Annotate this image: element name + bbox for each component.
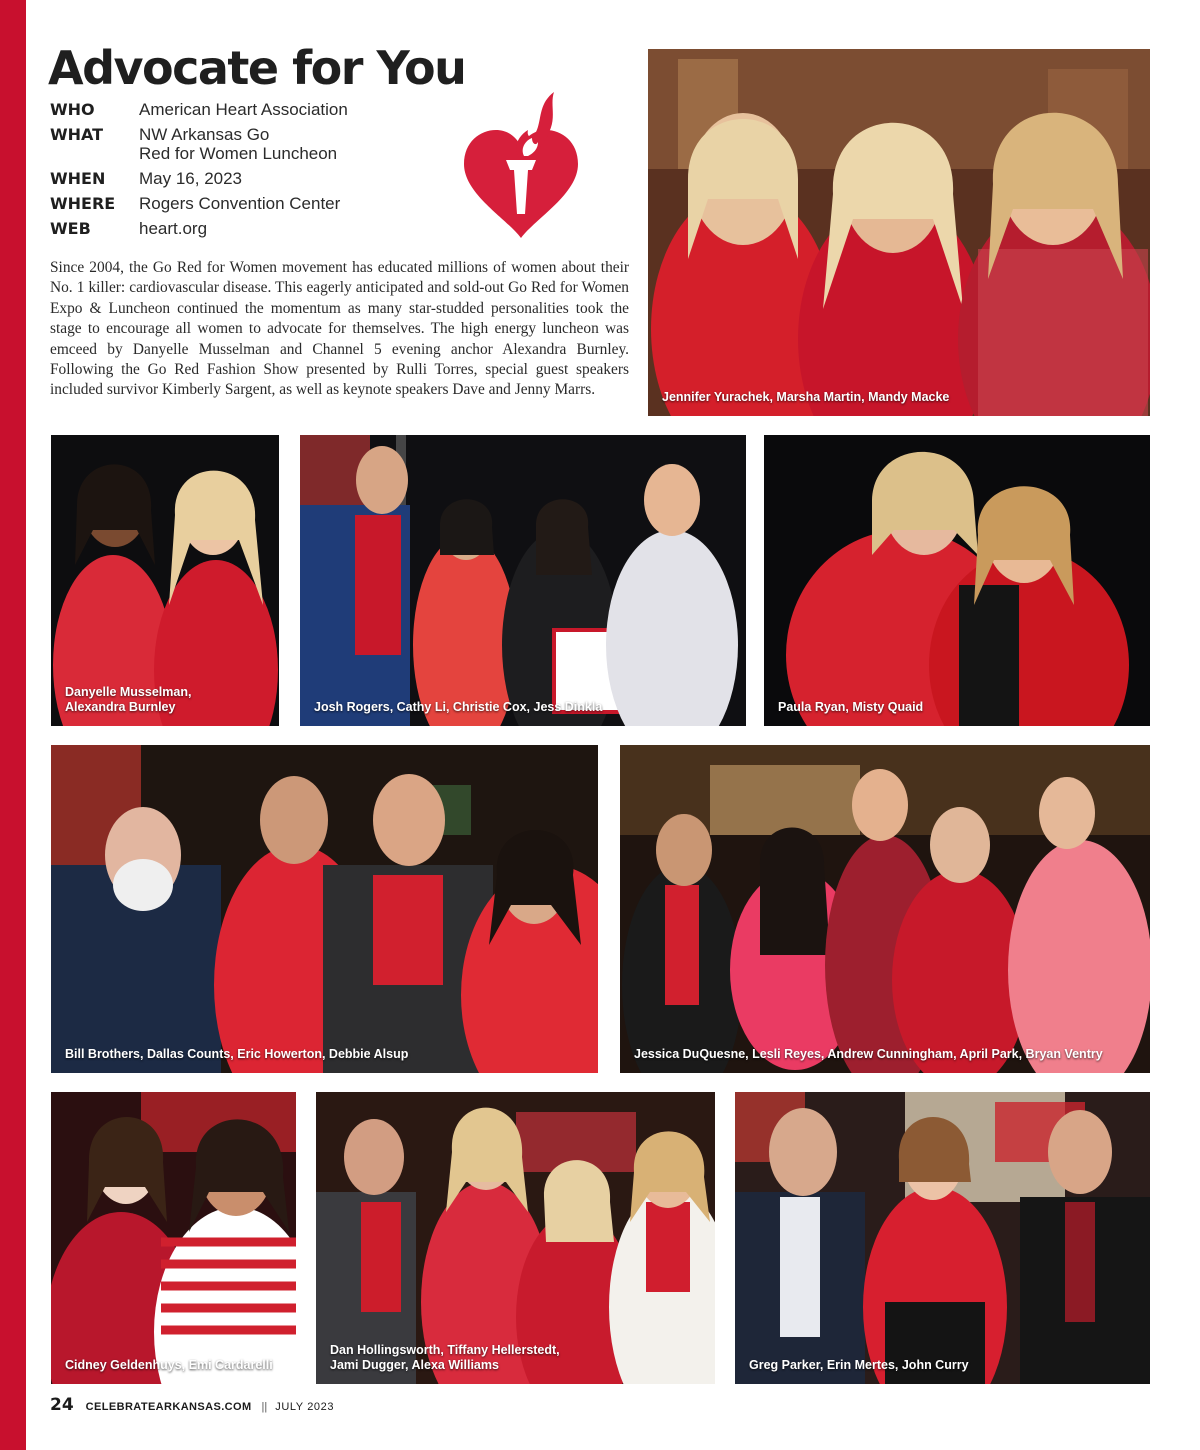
photo-caption: Jessica DuQuesne, Lesli Reyes, Andrew Cunningham, April Park, Bryan Ventry xyxy=(634,1047,1103,1061)
event-photo xyxy=(620,745,1150,1073)
photo-caption: Jennifer Yurachek, Marsha Martin, Mandy Macke xyxy=(662,390,950,404)
event-facts xyxy=(50,100,450,244)
photo-caption: Greg Parker, Erin Mertes, John Curry xyxy=(749,1358,969,1372)
fact-what xyxy=(50,125,450,163)
aha-logo-icon xyxy=(462,90,580,238)
page-accent-bar xyxy=(0,0,26,1450)
photo-caption: Bill Brothers, Dallas Counts, Eric Howerton, Debbie Alsup xyxy=(65,1047,409,1061)
event-photo xyxy=(300,435,746,726)
fact-web xyxy=(50,219,450,238)
fact-label: WHERE xyxy=(50,194,116,213)
fact-value: Rogers Convention Center xyxy=(139,194,341,213)
fact-when xyxy=(50,169,450,188)
event-photo xyxy=(51,1092,296,1384)
fact-label: WHEN xyxy=(50,169,106,188)
event-photo xyxy=(648,49,1150,416)
footer-separator: || xyxy=(261,1401,268,1413)
fact-value: heart.org xyxy=(139,219,208,238)
page-title: Advocate for You xyxy=(48,41,466,95)
event-photo xyxy=(51,435,279,726)
fact-label: WEB xyxy=(50,219,91,238)
page-footer xyxy=(50,1395,334,1415)
fact-value: NW Arkansas Go Red for Women Luncheon xyxy=(139,125,338,163)
photo-caption: Paula Ryan, Misty Quaid xyxy=(778,700,924,714)
fact-label: WHO xyxy=(50,100,95,119)
event-photo xyxy=(316,1092,715,1384)
article-body: Since 2004, the Go Red for Women movement has educated millions of women about their No. 1 killer: cardiovascular disease. This eagerly anticipated and sold-out Go Red for Women Expo & Luncheon continued the momentum as many star-studded personalities took the stage to encourage all women to advocate for themselves. The high energy luncheon was emceed by Danyelle Musselman and Channel 5 evening anchor Alexandra Burnley. Following the Go Red Fashion Show presented by Rulli Torres, special guest speakers included survivor Kimberly Sargent, as well as keynote speakers Dave and Jenny Marrs. xyxy=(50,259,629,399)
page-number: 24 xyxy=(50,1395,74,1415)
photo-caption: Dan Hollingsworth, Tiffany Hellerstedt, Jami Dugger, Alexa Williams xyxy=(330,1343,560,1372)
fact-value: May 16, 2023 xyxy=(139,169,243,188)
event-photo xyxy=(735,1092,1150,1384)
event-photo xyxy=(51,745,598,1073)
event-photo xyxy=(764,435,1150,726)
photo-caption: Danyelle Musselman, Alexandra Burnley xyxy=(65,685,192,714)
fact-value: American Heart Association xyxy=(139,100,348,119)
fact-who xyxy=(50,100,450,119)
fact-label: WHAT xyxy=(50,125,104,144)
footer-issue: JULY 2023 xyxy=(275,1401,335,1413)
footer-site: CELEBRATEARKANSAS.COM xyxy=(85,1401,252,1413)
photo-caption: Cidney Geldenhuys, Emi Cardarelli xyxy=(65,1358,273,1372)
photo-caption: Josh Rogers, Cathy Li, Christie Cox, Jess Dinkla xyxy=(314,700,603,714)
fact-where xyxy=(50,194,450,213)
